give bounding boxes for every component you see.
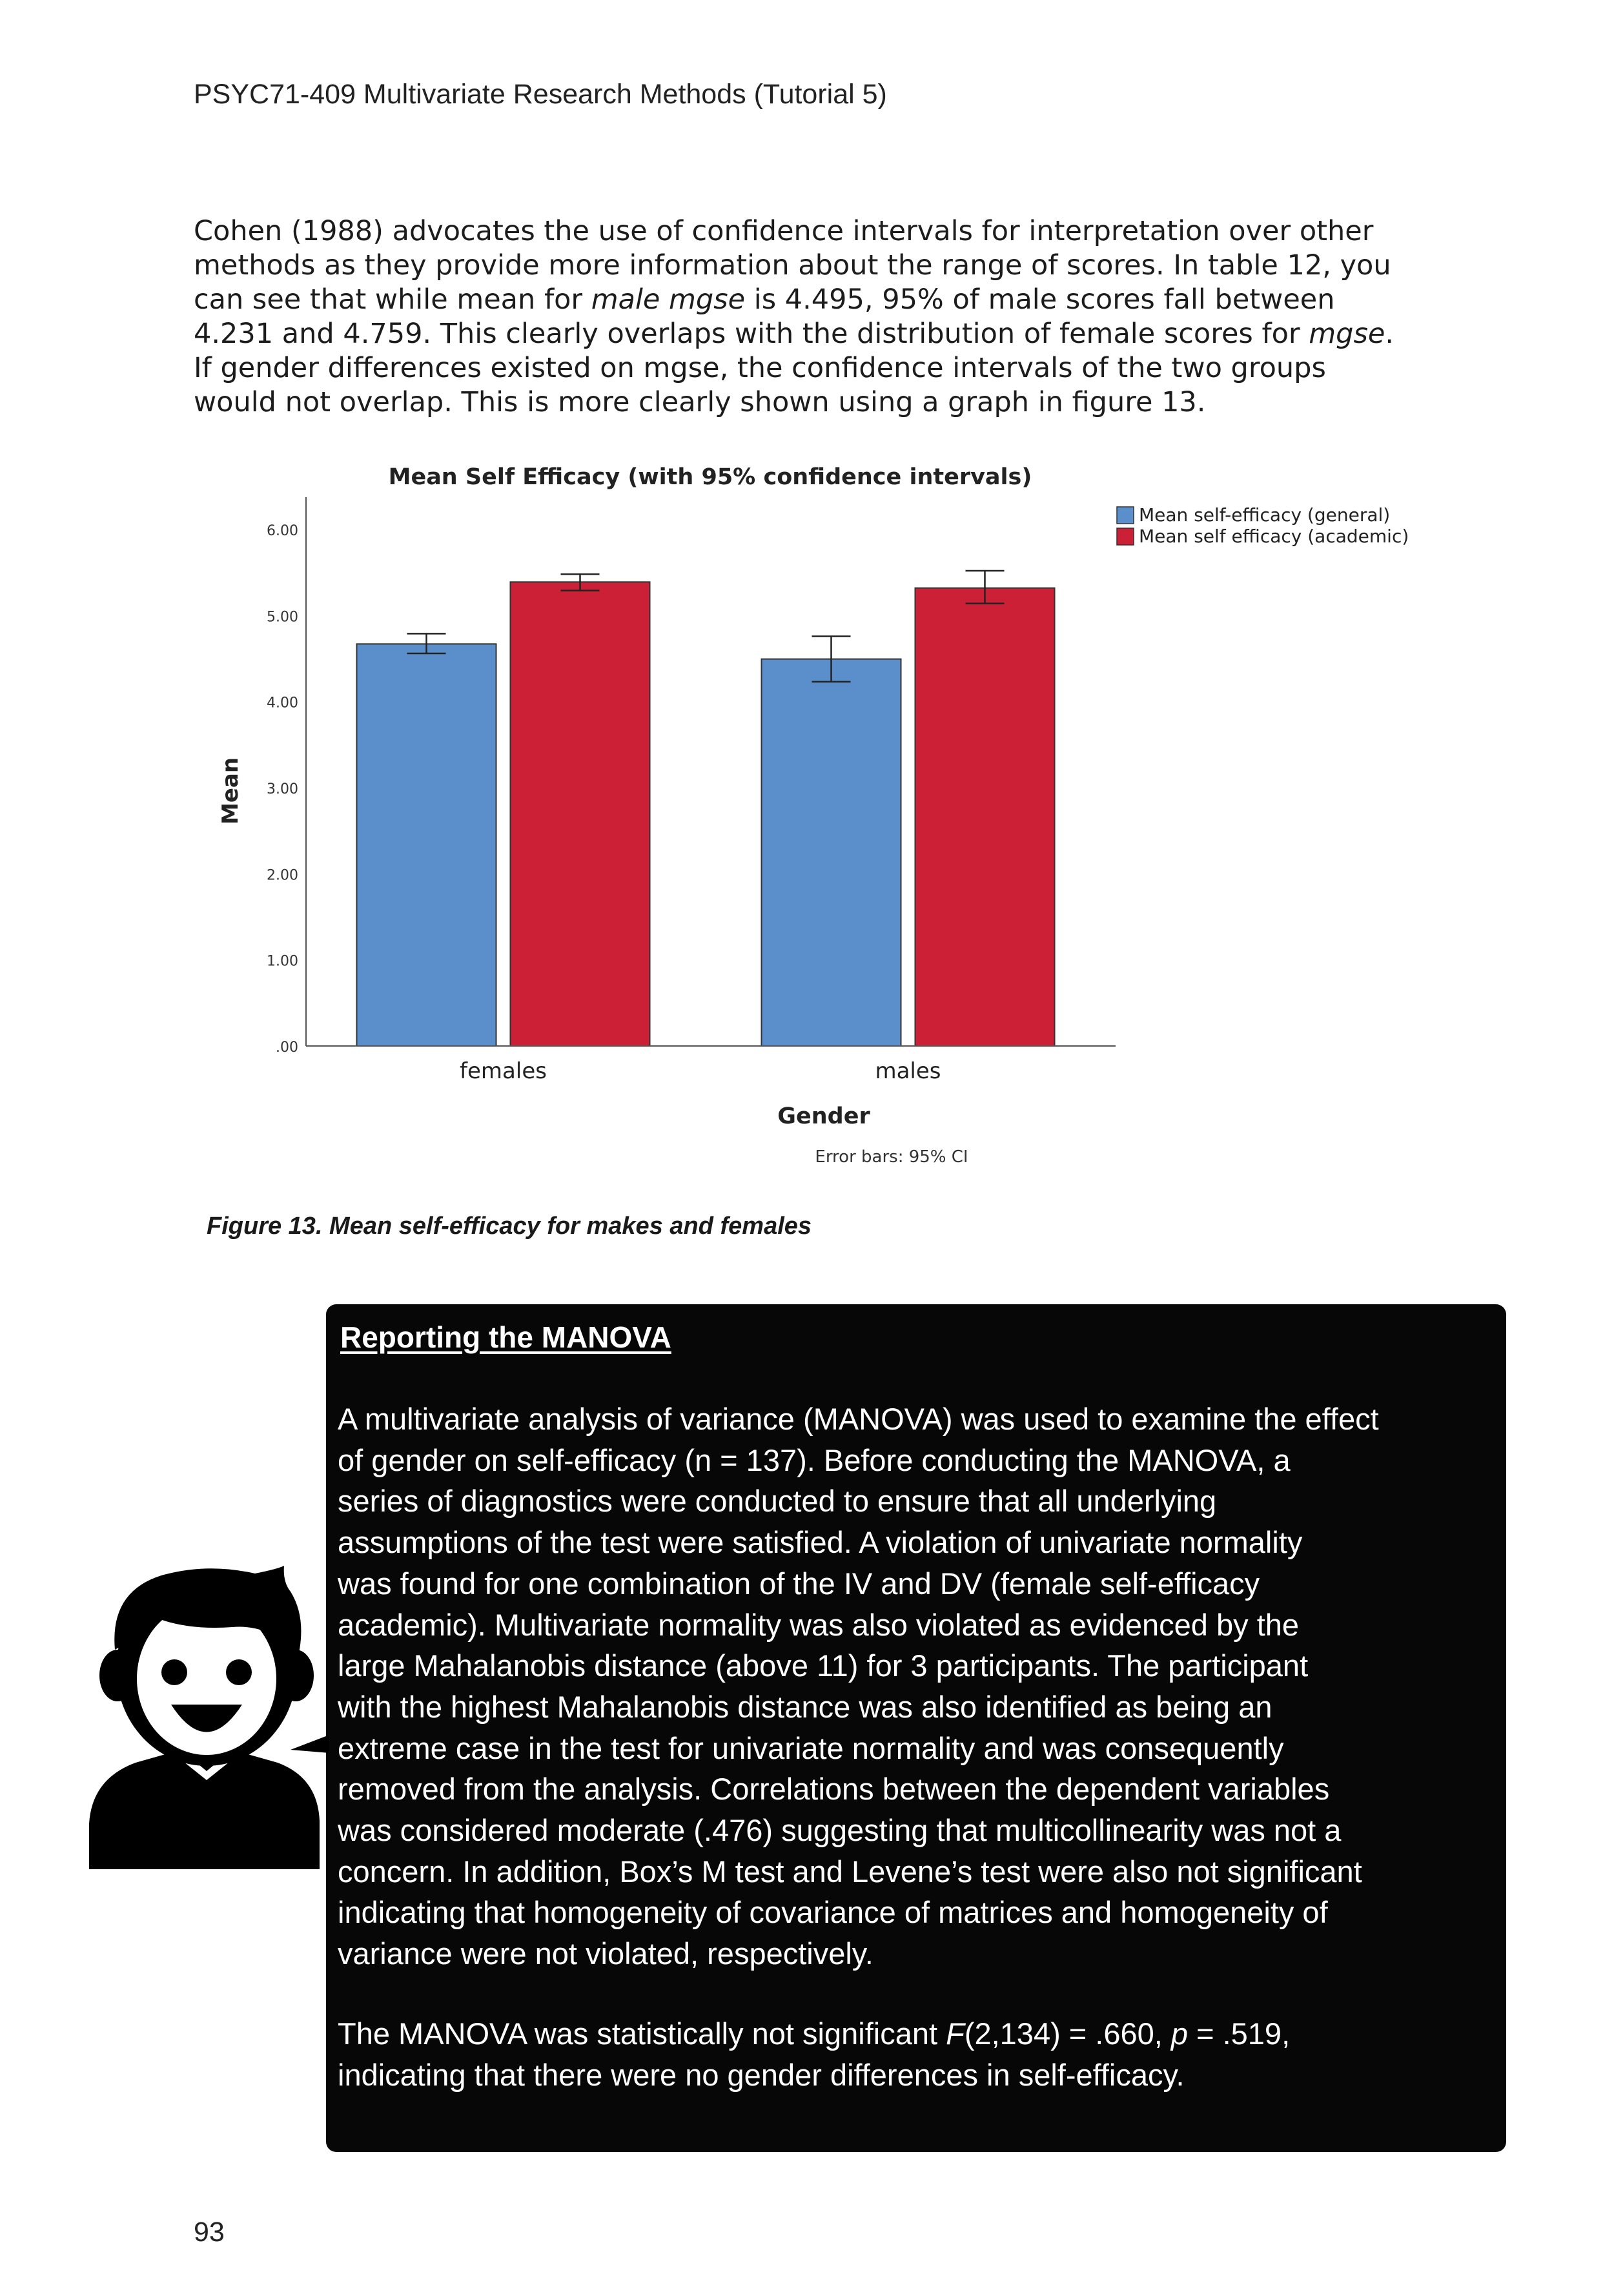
x-axis-title: Gender [777,1103,870,1129]
y-axis-title: Mean [218,757,243,825]
page-number: 93 [194,2217,225,2248]
intro-line: Cohen (1988) advocates the use of confidence intervals for interpretation over other [194,215,1374,247]
chart-note: Error bars: 95% CI [815,1147,968,1167]
box-paragraph-2 [338,2013,1493,2095]
intro-line: If gender differences existed on mgse, the confidence intervals of the two groups [194,352,1326,384]
box-line: large Mahalanobis distance (above 11) for 3 participants. The participant [338,1648,1309,1683]
bar [915,588,1055,1046]
person-speaking-icon [77,1566,336,1869]
y-tick-label: 6.00 [267,523,298,539]
intro-line: 4.231 and 4.759. This clearly overlaps with the distribution of female scores for mgse. [194,318,1394,350]
bar [357,644,496,1046]
page-header: PSYC71-409 Multivariate Research Methods (Tutorial 5) [194,79,887,110]
intro-paragraph [194,214,1420,420]
bar [511,582,650,1046]
figure-caption: Figure 13. Mean self-efficacy for makes and females [207,1213,812,1240]
intro-line: can see that while mean for male mgse is 4.495, 95% of male scores fall between [194,283,1335,316]
bar-chart [194,458,1459,1175]
box-line: removed from the analysis. Correlations between the dependent variables [338,1772,1330,1807]
bar [762,659,901,1046]
box-line: was considered moderate (.476) suggesting that multicollinearity was not a [338,1813,1342,1848]
y-tick-label: 2.00 [267,867,298,884]
box-line: variance were not violated, respectively. [338,1936,873,1971]
box-line: A multivariate analysis of variance (MANOVA) was used to examine the effect [338,1402,1379,1436]
y-tick-label: 4.00 [267,695,298,712]
y-tick-label: .00 [276,1040,298,1056]
reporting-box [326,1304,1506,2152]
legend-label: Mean self efficacy (academic) [1139,526,1409,547]
intro-emphasis: male mgse [591,283,746,316]
box-line: was found for one combination of the IV and DV (female self-efficacy [338,1566,1260,1601]
box-line: The MANOVA was statistically not significant F(2,134) = .660, p = .519, [338,2016,1291,2051]
legend-swatch [1117,528,1134,545]
box-title: Reporting the MANOVA [340,1320,671,1354]
legend-label: Mean self-efficacy (general) [1139,504,1391,526]
y-tick-label: 3.00 [267,781,298,797]
box-line: indicating that homogeneity of covariance of matrices and homogeneity of [338,1895,1328,1930]
box-line: series of diagnostics were conducted to ensure that all underlying [338,1484,1217,1519]
intro-line: methods as they provide more information about the range of scores. In table 12, you [194,249,1391,282]
x-tick-label: males [875,1058,941,1084]
stat-symbol-p: p [1170,2016,1189,2051]
box-line: academic). Multivariate normality was also violated as evidenced by the [338,1607,1300,1642]
chart-title: Mean Self Efficacy (with 95% confidence intervals) [388,464,1032,490]
box-line: of gender on self-efficacy (n = 137). Before conducting the MANOVA, a [338,1442,1291,1477]
box-line: concern. In addition, Box’s M test and Levene’s test were also not significant [338,1854,1362,1889]
y-tick-label: 1.00 [267,953,298,970]
intro-line: would not overlap. This is more clearly shown using a graph in figure 13. [194,386,1206,418]
box-line: indicating that there were no gender differences in self-efficacy. [338,2057,1185,2092]
box-line: extreme case in the test for univariate normality and was consequently [338,1730,1284,1765]
legend-swatch [1117,507,1134,524]
box-paragraph-1 [338,1399,1493,1974]
y-tick-label: 5.00 [267,609,298,626]
x-tick-label: females [460,1058,547,1084]
intro-emphasis: mgse [1309,318,1385,350]
stat-symbol-f: F [946,2016,965,2051]
box-line: with the highest Mahalanobis distance was also identified as being an [338,1689,1272,1724]
box-line: assumptions of the test were satisfied. A violation of univariate normality [338,1525,1303,1560]
